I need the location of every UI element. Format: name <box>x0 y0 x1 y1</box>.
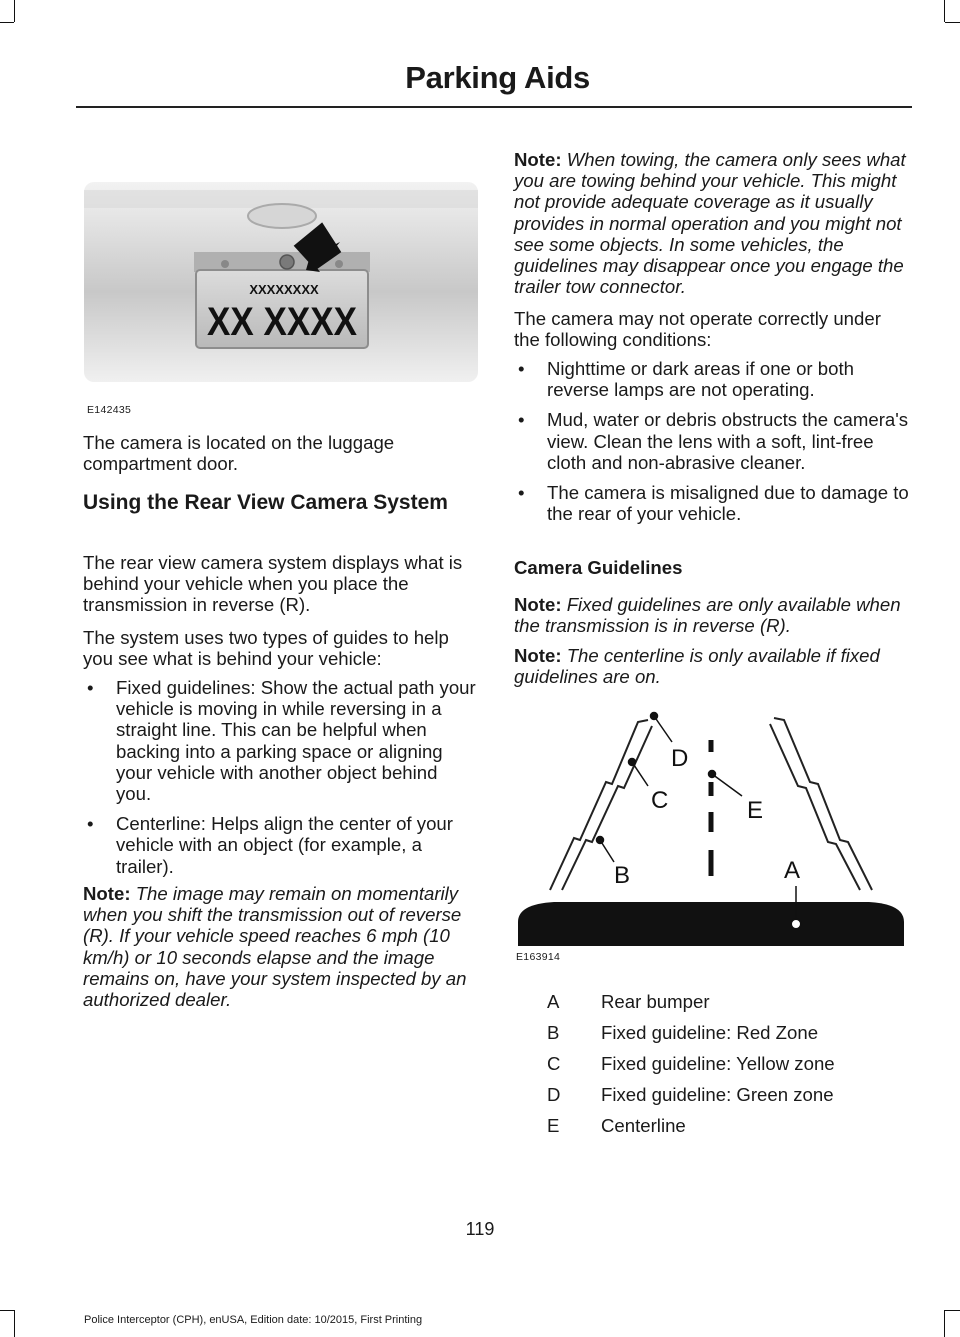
note-text: Fixed guidelines are only available when the transmission is in reverse (R). <box>514 594 901 637</box>
camera-guidelines-heading: Camera Guidelines <box>514 557 683 578</box>
guide-types-paragraph: The system uses two types of guides to help you see what is behind your vehicle: <box>83 627 449 670</box>
legend-key: B <box>547 1022 560 1043</box>
legend-row-e <box>547 1115 686 1137</box>
list-item: • Fixed guidelines: Show the actual path your vehicle is moving in while reversing in a straight line. This can be helpful when backing into a parking space or aligning your vehicle with another object behind you. <box>83 677 476 804</box>
guidelines-figure <box>514 700 909 970</box>
camera-location-figure <box>84 182 478 416</box>
callout-c: C <box>651 787 669 814</box>
crop-mark <box>14 0 15 22</box>
edition-info: Police Interceptor (CPH), enUSA, Edition date: 10/2015, First Printing <box>84 1314 423 1326</box>
crop-mark <box>0 1310 14 1311</box>
legend-label: Fixed guideline: Yellow zone <box>601 1053 835 1074</box>
list-item: • Mud, water or debris obstructs the camera's view. Clean the lens with a soft, lint-free cloth and non-abrasive cleaner. <box>514 409 909 473</box>
list-item: • The camera is misaligned due to damage to the rear of your vehicle. <box>514 482 909 524</box>
legend-key: E <box>547 1115 560 1136</box>
callout-a: A <box>784 857 801 884</box>
luggage-door-illustration <box>84 182 478 382</box>
legend-row-b <box>547 1022 818 1044</box>
left-guideline <box>550 720 648 890</box>
legend-key: A <box>547 991 560 1012</box>
legend-row-a <box>547 991 710 1013</box>
legend-row-d <box>547 1084 834 1106</box>
crop-mark <box>945 1310 960 1311</box>
header-divider <box>76 106 912 108</box>
note-label: Note: <box>514 149 562 170</box>
callout-d: D <box>671 745 689 772</box>
page-number: 119 <box>465 1219 495 1239</box>
crop-mark <box>0 22 14 23</box>
guidelines-note <box>514 594 909 636</box>
legend-label: Fixed guideline: Red Zone <box>601 1022 819 1043</box>
figure-code: E142435 <box>87 404 132 416</box>
legend-key: D <box>547 1084 561 1105</box>
crop-mark <box>14 1310 15 1337</box>
legend-key: C <box>547 1053 561 1074</box>
note-paragraph <box>83 883 476 1010</box>
rear-bumper-shape <box>518 902 904 946</box>
note-text: The image may remain on momentarily when you shift the transmission out of reverse (R). If your vehicle speed reaches 6 mph (10 km/h) or 10 seconds elapse and the image remains on, have your system inspected by an authorized dealer. <box>83 883 467 1011</box>
camera-location-text: The camera is located on the luggage compartment door. <box>83 432 395 475</box>
plate-small-text: XXXXXXXX <box>249 282 319 297</box>
legend-label: Rear bumper <box>601 991 710 1012</box>
section-heading: Using the Rear View Camera System <box>83 491 448 514</box>
crop-mark <box>944 0 945 22</box>
legend-row-c <box>547 1053 835 1075</box>
conditions-list <box>514 358 909 524</box>
figure-code: E163914 <box>516 951 561 963</box>
crop-mark <box>944 1310 945 1337</box>
callout-e: E <box>747 797 764 824</box>
left-guideline-inner <box>562 726 652 890</box>
list-item: • Nighttime or dark areas if one or both reverse lamps are not operating. <box>514 358 909 400</box>
towing-note <box>514 149 909 297</box>
list-item: • Centerline: Helps align the center of your vehicle with an object (for example, a trailer). <box>83 813 476 877</box>
guidelines-diagram <box>514 700 909 950</box>
note-text: When towing, the camera only sees what you are towing behind your vehicle. This might not provide adequate coverage as it usually provides in normal operation and you might not see some objects. In some vehicles, the guidelines may disappear once you engage the trailer tow connector. <box>514 149 906 298</box>
intro-paragraph: The rear view camera system displays what is behind your vehicle when you place the transmission in reverse (R). <box>83 552 463 616</box>
callout-b: B <box>614 862 631 889</box>
guide-types-list <box>83 677 476 877</box>
note-label: Note: <box>514 594 562 615</box>
crop-mark <box>945 22 960 23</box>
note-text: The centerline is only available if fixed guidelines are on. <box>514 645 880 688</box>
legend-label: Fixed guideline: Green zone <box>601 1084 834 1105</box>
conditions-paragraph: The camera may not operate correctly under the following conditions: <box>514 308 881 351</box>
legend-label: Centerline <box>601 1115 686 1136</box>
plate-big-text: XX XXXX <box>207 300 358 344</box>
note-label: Note: <box>514 645 562 666</box>
centerline-note <box>514 645 909 687</box>
page-title: Parking Aids <box>405 60 590 95</box>
note-label: Note: <box>83 883 131 904</box>
